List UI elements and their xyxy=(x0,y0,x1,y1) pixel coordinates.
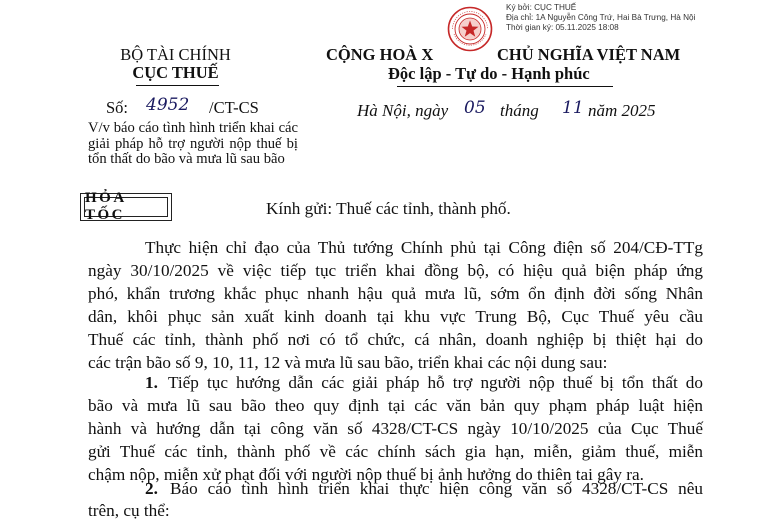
doc-number-handwritten: 4952 xyxy=(146,95,190,115)
item-2-line: Báo cáo tình hình triển khai thực hiện công văn số 4328/CT-CS nêu xyxy=(170,479,703,498)
urgency-stamp-label: HỎA TỐC xyxy=(84,197,168,217)
signature-signer: Ký bởi: CỤC THUẾ xyxy=(506,3,577,12)
item-1-line: hành và hướng dẫn tại công văn số 4328/CT-CS ngày 10/10/2025 của Cục Thuế xyxy=(88,419,703,438)
intro-line: ngày 30/10/2025 về việc tiếp tục triển khai đồng bộ, có hiệu quả biện pháp ứng xyxy=(88,261,703,280)
date-day-handwritten: 05 xyxy=(464,98,486,118)
doc-number-suffix: /CT-CS xyxy=(209,98,259,117)
doc-subject: V/v báo cáo tình hình triển khai các giải pháp hỗ trợ người nộp thuế bị tổn thất do bão và mưa lũ sau bão xyxy=(88,120,298,167)
motto: Độc lập - Tự do - Hạnh phúc xyxy=(388,64,590,83)
doc-number-label: Số: xyxy=(106,98,129,117)
national-emblem-seal-icon xyxy=(447,6,493,52)
date-prefix: Hà Nội, ngày xyxy=(357,101,449,120)
urgency-stamp xyxy=(80,190,172,223)
intro-line: Thực hiện chỉ đạo của Thủ tướng Chính phủ tại Công điện số 204/CĐ-TTg xyxy=(145,238,703,257)
ministry-name: BỘ TÀI CHÍNH xyxy=(120,45,231,64)
signature-time: Thời gian ký: 05.11.2025 18:08 xyxy=(506,23,619,32)
intro-line: phó, khẩn trương khắc phục nhanh hậu quả mưa lũ, sớm ổn định đời sống Nhân xyxy=(88,284,703,303)
department-underline xyxy=(136,85,219,86)
recipient-line: Kính gửi: Thuế các tỉnh, thành phố. xyxy=(266,199,511,218)
item-1-number: 1. xyxy=(145,373,158,392)
intro-line: các trận bão số 9, 10, 11, 12 và mưa lũ sau bão, triển khai các nội dung sau: xyxy=(88,353,608,372)
department-name: CỤC THUẾ xyxy=(132,63,219,82)
item-2-number: 2. xyxy=(145,479,158,498)
nation-title-left: CỘNG HOÀ X xyxy=(326,45,434,64)
motto-underline xyxy=(397,86,613,87)
nation-title-right: CHỦ NGHĨA VIỆT NAM xyxy=(497,45,681,64)
intro-line: dân, khôi phục sản xuất kinh doanh tại khu vực Trung Bộ, Cục Thuế yêu cầu xyxy=(88,307,703,326)
signature-address: Địa chỉ: 1A Nguyễn Công Trứ, Hai Bà Trưng, Hà Nội xyxy=(506,13,696,22)
item-1-line: bão và mưa lũ sau bão theo quy định tại các văn bản quy phạm pháp luật hiện xyxy=(88,396,703,415)
item-1-line: Tiếp tục hướng dẫn các giải pháp hỗ trợ người nộp thuế bị tổn thất do xyxy=(168,373,703,392)
item-1-line: chậm nộp, miễn xử phạt đối với người nộp thuế bị ảnh hưởng do thiên tai gây ra. xyxy=(88,465,644,484)
date-month-label: tháng xyxy=(500,101,539,120)
date-year: năm 2025 xyxy=(588,101,656,120)
intro-line: Thuế các tỉnh, thành phố nơi có tổ chức, cá nhân, doanh nghiệp bị thiệt hại do xyxy=(88,330,703,349)
item-1-line: gửi Thuế các tỉnh, thành phố về các chính sách gia hạn, miễn, giảm thuế, miễn xyxy=(88,442,703,461)
date-month-handwritten: 11 xyxy=(562,98,584,118)
item-2-line: trên, cụ thể: xyxy=(88,501,170,520)
